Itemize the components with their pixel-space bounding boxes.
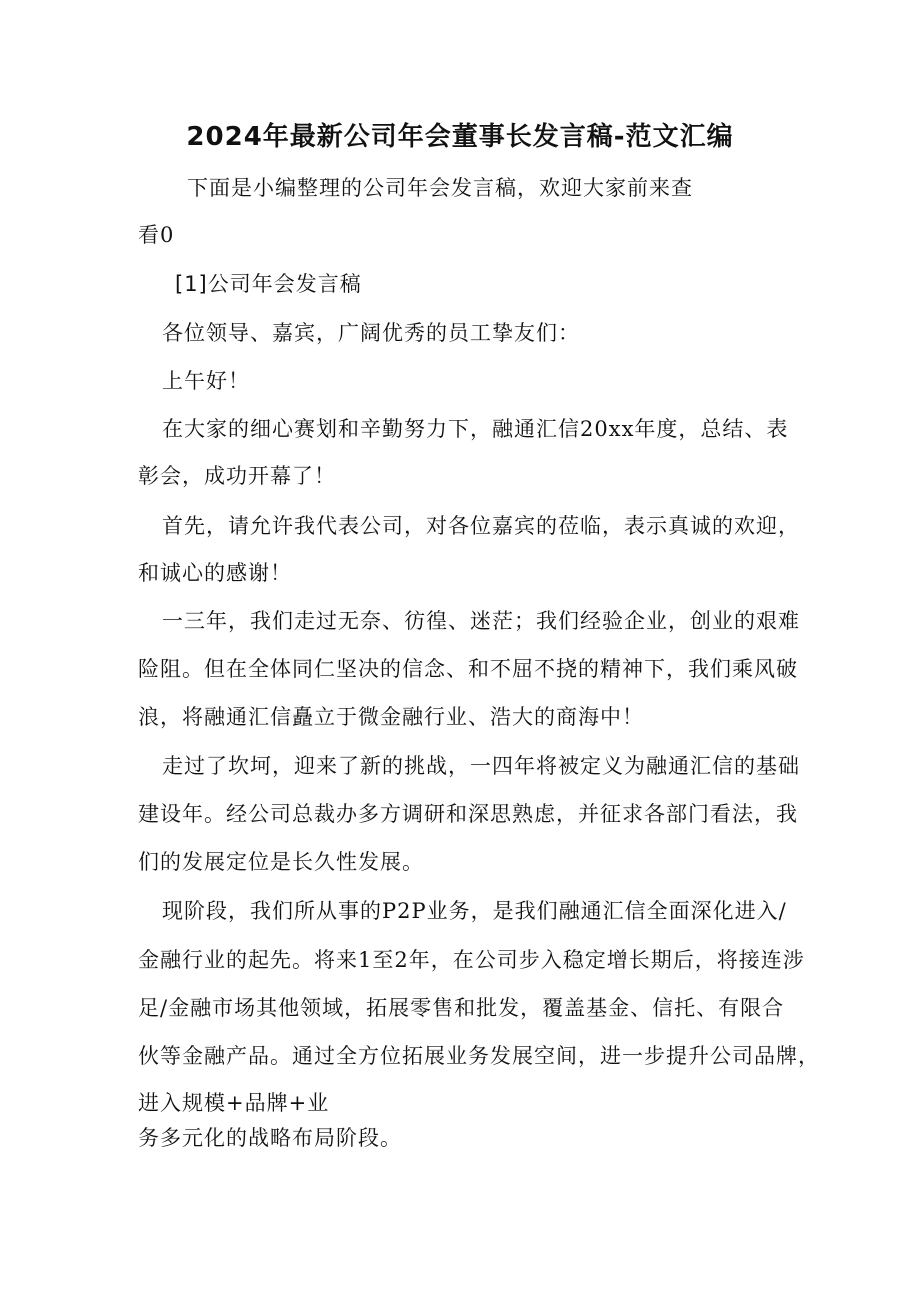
paragraph-line: 进入规模+品牌+业 bbox=[138, 1091, 330, 1115]
salutation-line: 上午好！ bbox=[162, 369, 250, 393]
paragraph-line: 金融行业的起先。将来1至2年，在公司步入稳定增长期后，将接连涉 bbox=[138, 948, 805, 972]
paragraph-line: 现阶段，我们所从事的P2P业务，是我们融通汇信全面深化进入/ bbox=[162, 899, 787, 923]
paragraph-line: 一三年，我们走过无奈、彷徨、迷茫；我们经验企业，创业的艰难 bbox=[162, 609, 800, 633]
document-title: 2024年最新公司年会董事长发言稿-范文汇编 bbox=[186, 122, 734, 152]
paragraph-line: 首先，请允许我代表公司，对各位嘉宾的莅临，表示真诚的欢迎， bbox=[162, 514, 800, 538]
greeting-line: 各位领导、嘉宾，广阔优秀的员工挚友们： bbox=[162, 321, 580, 345]
paragraph-line: 险阻。但在全体同仁坚决的信念、和不屈不挠的精神下，我们乘风破 bbox=[138, 657, 798, 681]
intro-line: 下面是小编整理的公司年会发言稿，欢迎大家前来查 bbox=[187, 176, 693, 200]
paragraph-line: 彰会，成功开幕了！ bbox=[138, 464, 336, 488]
paragraph-line: 们的发展定位是长久性发展。 bbox=[138, 850, 424, 874]
paragraph-line: 和诚心的感谢！ bbox=[138, 561, 292, 585]
paragraph-line: 走过了坎坷，迎来了新的挑战，一四年将被定义为融通汇信的基础 bbox=[162, 754, 800, 778]
section-heading: [1]公司年会发言稿 bbox=[175, 272, 362, 296]
paragraph-line: 足/金融市场其他领域，拓展零售和批发，覆盖基金、信托、有限合 bbox=[138, 996, 785, 1020]
intro-line: 看0 bbox=[138, 223, 175, 247]
paragraph-line: 建设年。经公司总裁办多方调研和深思熟虑，并征求各部门看法，我 bbox=[138, 802, 798, 826]
paragraph-line: 务多元化的战略布局阶段。 bbox=[138, 1126, 402, 1150]
paragraph-line: 浪，将融通汇信矗立于微金融行业、浩大的商海中！ bbox=[138, 705, 644, 729]
paragraph-line: 伙等金融产品。通过全方位拓展业务发展空间，进一步提升公司品牌， bbox=[138, 1044, 820, 1068]
paragraph-line: 在大家的细心赛划和辛勤努力下，融通汇信20xx年度，总结、表 bbox=[162, 417, 789, 441]
